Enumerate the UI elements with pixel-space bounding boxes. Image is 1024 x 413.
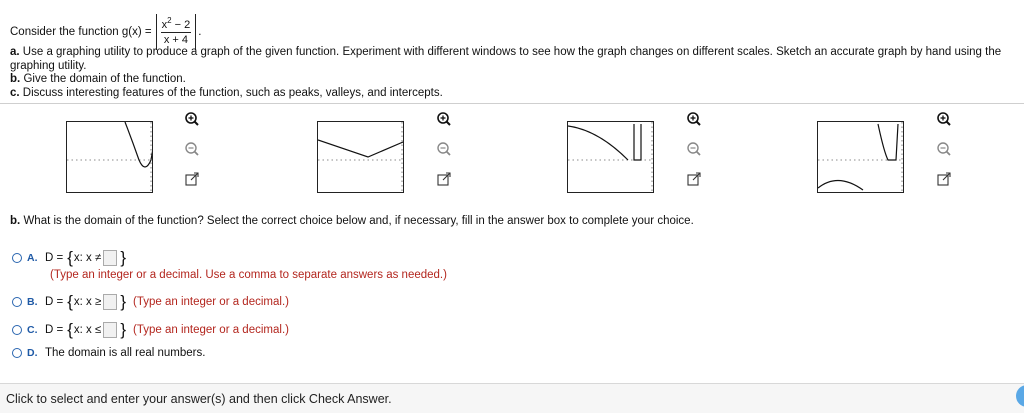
- brace-close: }: [120, 292, 126, 311]
- zoom-out-icon[interactable]: [184, 141, 200, 157]
- part-b: b. Give the domain of the function.: [10, 73, 186, 85]
- choice-d-text: The domain is all real numbers.: [45, 347, 206, 359]
- domain-prefix: D =: [45, 324, 64, 336]
- footer-instructions: Click to select and enter your answer(s) and then click Check Answer.: [6, 392, 392, 406]
- hint-a: (Type an integer or a decimal. Use a comma to separate answers as needed.): [50, 269, 447, 281]
- choice-b[interactable]: [12, 294, 289, 310]
- fraction: [161, 15, 192, 47]
- radio-b[interactable]: [12, 297, 22, 307]
- choice-c[interactable]: [12, 322, 289, 338]
- part-c: c. Discuss interesting features of the function, such as peaks, valleys, and intercepts.: [10, 86, 443, 99]
- graph-option-c[interactable]: [567, 121, 654, 193]
- popout-icon[interactable]: [687, 172, 701, 186]
- zoom-in-icon[interactable]: [686, 111, 702, 127]
- question-b-text: What is the domain of the function? Select the correct choice below and, if necessary, fill in the answer box to complete your choice.: [23, 215, 694, 227]
- set-text: x: x ≥: [73, 296, 102, 308]
- numerator: $x^2 - 2$: [161, 15, 191, 31]
- divider: [0, 103, 1024, 104]
- zoom-out-icon[interactable]: [686, 141, 702, 157]
- period: .: [198, 26, 202, 38]
- domain-prefix: D =: [45, 296, 64, 308]
- question-b-label: b.: [10, 215, 21, 227]
- footer-bar: [0, 383, 1024, 413]
- brace-open: {: [67, 248, 73, 267]
- zoom-out-icon[interactable]: [936, 141, 952, 157]
- radio-d[interactable]: [12, 348, 22, 358]
- choice-d[interactable]: [12, 347, 205, 359]
- set-text: x: x ≠: [73, 252, 102, 264]
- choice-letter: C.: [27, 324, 38, 336]
- choice-a[interactable]: [12, 250, 127, 266]
- popout-icon[interactable]: [185, 172, 199, 186]
- problem-statement: [10, 14, 201, 50]
- brace-close: }: [120, 248, 126, 267]
- answer-input-a[interactable]: [103, 250, 117, 266]
- choice-letter: D.: [27, 347, 38, 359]
- radio-c[interactable]: [12, 325, 22, 335]
- answer-input-b[interactable]: [103, 294, 117, 310]
- graph-option-a[interactable]: [66, 121, 153, 193]
- domain-prefix: D =: [45, 252, 64, 264]
- part-a: a. Use a graphing utility to produce a graph of the given function. Experiment with different windows to see how the graph changes on different scales. Sketch an accurate graph by hand using the graphing utility.: [10, 46, 1002, 72]
- hint-c: (Type an integer or a decimal.): [133, 324, 289, 336]
- graph-option-b[interactable]: [317, 121, 404, 193]
- brace-close: }: [120, 320, 126, 339]
- problem-parts: [10, 46, 1018, 100]
- choice-letter: A.: [27, 252, 38, 264]
- denominator: x + 4: [163, 33, 188, 46]
- popout-icon[interactable]: [437, 172, 451, 186]
- graph-option-d[interactable]: [817, 121, 904, 193]
- brace-open: {: [67, 320, 73, 339]
- zoom-in-icon[interactable]: [436, 111, 452, 127]
- set-text: x: x ≤: [73, 324, 102, 336]
- answer-input-c[interactable]: [103, 322, 117, 338]
- radio-a[interactable]: [12, 253, 22, 263]
- zoom-out-icon[interactable]: [436, 141, 452, 157]
- hint-b: (Type an integer or a decimal.): [133, 296, 289, 308]
- choice-letter: B.: [27, 296, 38, 308]
- brace-open: {: [67, 292, 73, 311]
- problem-intro: Consider the function g(x) =: [10, 26, 152, 38]
- zoom-in-icon[interactable]: [936, 111, 952, 127]
- zoom-in-icon[interactable]: [184, 111, 200, 127]
- question-b: [10, 215, 694, 227]
- popout-icon[interactable]: [937, 172, 951, 186]
- absolute-value-expression: [156, 14, 197, 50]
